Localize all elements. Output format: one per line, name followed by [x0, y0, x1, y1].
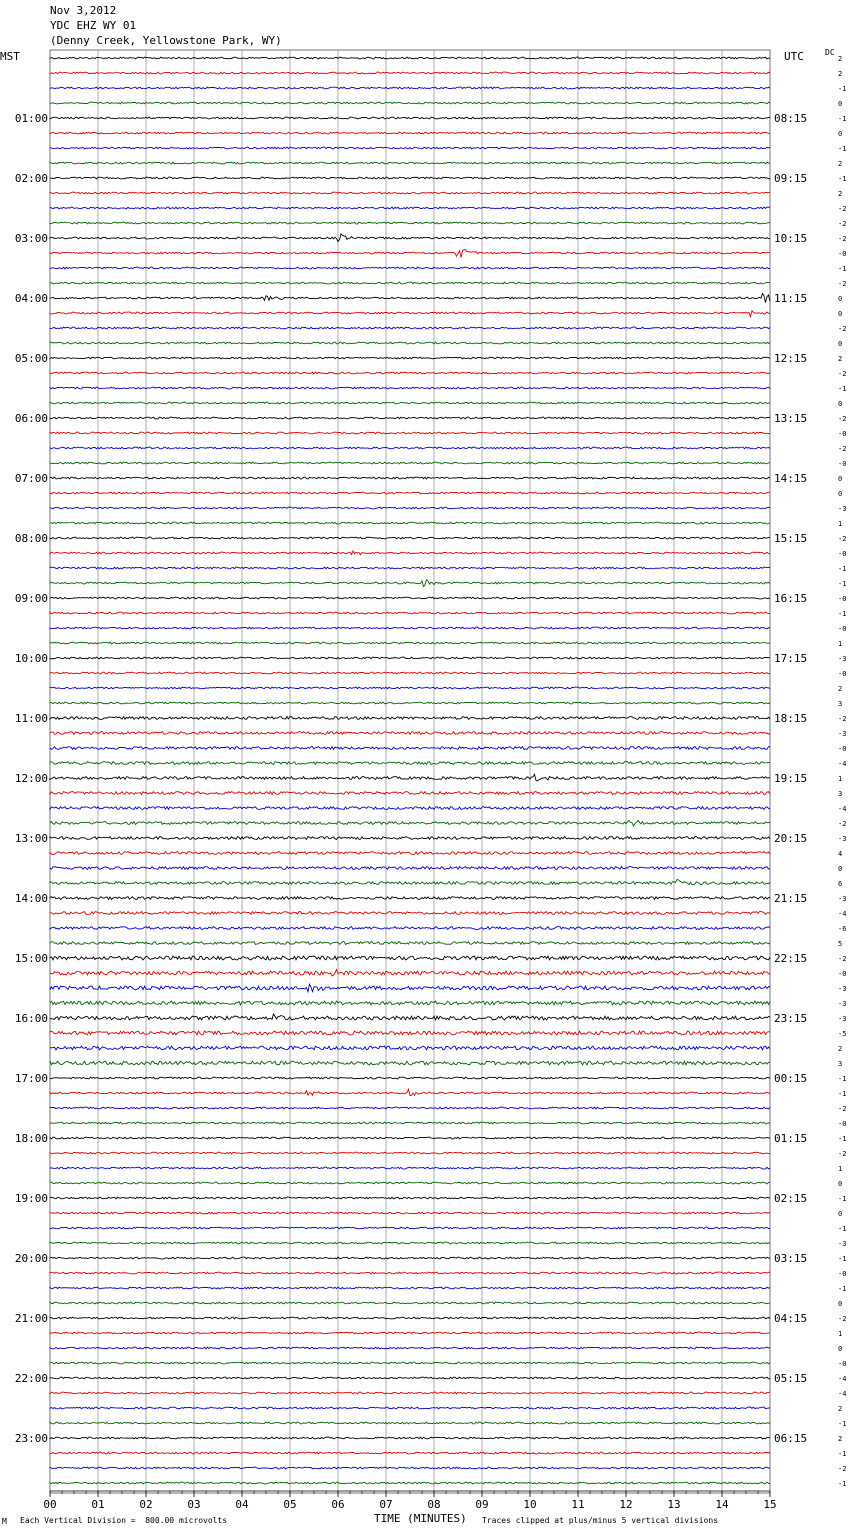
dc-offset-label: 2 [838, 190, 843, 198]
seismic-trace [50, 250, 770, 258]
seismic-trace [50, 372, 770, 374]
dc-offset-label: -2 [838, 1150, 847, 1158]
seismic-trace [50, 1467, 770, 1469]
seismic-trace [50, 387, 770, 389]
dc-offset-label: -0 [838, 745, 847, 753]
dc-offset-label: -0 [838, 670, 847, 678]
utc-hour-label: 22:15 [774, 952, 808, 965]
dc-offset-label: 0 [838, 1345, 843, 1353]
utc-hour-label: 18:15 [774, 712, 808, 725]
utc-hour-label: 14:15 [774, 472, 808, 485]
x-tick-label: 11 [571, 1498, 585, 1511]
dc-offset-label: 0 [838, 400, 843, 408]
dc-offset-label: -4 [838, 910, 847, 918]
seismic-trace [50, 522, 770, 524]
dc-offset-label: 1 [838, 520, 843, 528]
utc-hour-label: 20:15 [774, 832, 808, 845]
seismic-trace [50, 807, 770, 810]
dc-offset-label: -1 [838, 265, 847, 273]
dc-offset-label: -3 [838, 1000, 847, 1008]
x-tick-label: 01 [91, 1498, 105, 1511]
station-code: YDC EHZ WY 01 [50, 19, 137, 32]
dc-offset-label: -3 [838, 1015, 847, 1023]
mst-hour-label: 19:00 [14, 1192, 48, 1205]
mst-hour-label: 07:00 [14, 472, 48, 485]
seismic-trace [50, 897, 770, 900]
x-tick-label: 13 [667, 1498, 681, 1511]
dc-offset-label: 0 [838, 1180, 843, 1188]
dc-offset-label: -4 [838, 805, 847, 813]
seismic-trace [50, 1061, 770, 1065]
dc-offset-label: -1 [838, 85, 847, 93]
dc-offset-label: -2 [838, 1465, 847, 1473]
seismic-trace [50, 912, 770, 915]
seismic-trace [50, 1014, 770, 1020]
seismic-trace [50, 162, 770, 164]
dc-offset-label: -2 [838, 205, 847, 213]
seismic-trace [50, 580, 770, 587]
dc-offset-label: -0 [838, 1360, 847, 1368]
x-tick-label: 04 [235, 1498, 249, 1511]
mst-hour-label: 13:00 [14, 832, 48, 845]
seismic-trace [50, 1001, 770, 1005]
mst-hour-label: 01:00 [14, 112, 48, 125]
dc-offset-label: 3 [838, 790, 843, 798]
utc-hour-label: 11:15 [774, 292, 808, 305]
dc-offset-label: 0 [838, 865, 843, 873]
dc-offset-label: -3 [838, 730, 847, 738]
mst-hour-label: 10:00 [14, 652, 48, 665]
seismic-trace [50, 1437, 770, 1439]
dc-offset-label: 6 [838, 880, 843, 888]
utc-hour-label: 03:15 [774, 1252, 808, 1265]
mst-hour-label: 09:00 [14, 592, 48, 605]
seismic-trace [50, 956, 770, 960]
seismic-trace [50, 774, 770, 781]
dc-offset-label: 2 [838, 1045, 843, 1053]
utc-hour-label: 08:15 [774, 112, 808, 125]
dc-offset-label: -2 [838, 220, 847, 228]
seismic-trace [50, 57, 770, 59]
seismic-trace [50, 327, 770, 329]
seismic-trace [50, 702, 770, 704]
seismic-trace [50, 147, 770, 149]
plot-frame [50, 50, 770, 1493]
x-tick-label: 09 [475, 1498, 489, 1511]
dc-offset-label: -1 [838, 1450, 847, 1458]
mst-hour-label: 05:00 [14, 352, 48, 365]
dc-offset-label: 2 [838, 55, 843, 63]
dc-offset-label: -1 [838, 145, 847, 153]
utc-hour-label: 13:15 [774, 412, 808, 425]
seismic-trace [50, 177, 770, 179]
seismic-trace [50, 612, 770, 614]
utc-hour-label: 06:15 [774, 1432, 808, 1445]
dc-offset-label: 0 [838, 1300, 843, 1308]
seismic-trace [50, 1422, 770, 1424]
dc-offset-label: -1 [838, 565, 847, 573]
mst-hour-label: 15:00 [14, 952, 48, 965]
dc-offset-label: -2 [838, 820, 847, 828]
seismic-trace [50, 311, 770, 317]
x-tick-label: 00 [43, 1498, 57, 1511]
seismic-trace [50, 820, 770, 826]
x-tick-label: 15 [763, 1498, 777, 1511]
x-axis-title: TIME (MINUTES) [374, 1512, 467, 1525]
seismic-trace [50, 657, 770, 659]
dc-offset-label: -4 [838, 1375, 847, 1383]
seismic-trace [50, 1227, 770, 1229]
dc-offset-label: -0 [838, 1120, 847, 1128]
utc-hour-label: 10:15 [774, 232, 808, 245]
mst-hour-label: 22:00 [14, 1372, 48, 1385]
mst-hour-label: 03:00 [14, 232, 48, 245]
dc-offset-label: -2 [838, 535, 847, 543]
seismic-trace [50, 1452, 770, 1454]
seismic-trace [50, 1407, 770, 1409]
mst-hour-label: 16:00 [14, 1012, 48, 1025]
seismic-trace [50, 1197, 770, 1199]
utc-hour-label: 12:15 [774, 352, 808, 365]
seismic-trace [50, 1242, 770, 1244]
seismic-trace [50, 102, 770, 104]
seismic-trace [50, 417, 770, 419]
x-tick-label: 06 [331, 1498, 345, 1511]
seismic-trace [50, 747, 770, 750]
dc-offset-label: -0 [838, 970, 847, 978]
x-tick-label: 10 [523, 1498, 537, 1511]
x-tick-label: 07 [379, 1498, 393, 1511]
seismic-trace [50, 1287, 770, 1289]
dc-offset-label: 2 [838, 685, 843, 693]
utc-hour-label: 04:15 [774, 1312, 808, 1325]
dc-offset-label: -2 [838, 1315, 847, 1323]
seismic-trace [50, 72, 770, 74]
utc-hour-label: 15:15 [774, 532, 808, 545]
dc-offset-label: 0 [838, 490, 843, 498]
utc-hour-label: 23:15 [774, 1012, 808, 1025]
mst-hour-label: 02:00 [14, 172, 48, 185]
dc-offset-label: -0 [838, 550, 847, 558]
dc-offset-label: -1 [838, 1195, 847, 1203]
x-tick-label: 02 [139, 1498, 153, 1511]
x-tick-label: 14 [715, 1498, 729, 1511]
x-tick-label: 03 [187, 1498, 201, 1511]
dc-offset-label: -3 [838, 895, 847, 903]
seismic-trace [50, 942, 770, 945]
seismic-trace [50, 492, 770, 494]
seismic-trace [50, 234, 770, 242]
seismic-trace [50, 792, 770, 795]
seismic-trace [50, 1347, 770, 1349]
dc-offset-label: 0 [838, 310, 843, 318]
seismic-trace [50, 537, 770, 539]
dc-offset-label: -1 [838, 1090, 847, 1098]
dc-offset-label: 0 [838, 1210, 843, 1218]
dc-offset-label: 3 [838, 1060, 843, 1068]
seismic-trace [50, 1317, 770, 1319]
utc-hour-label: 02:15 [774, 1192, 808, 1205]
mst-hour-label: 12:00 [14, 772, 48, 785]
seismic-trace [50, 927, 770, 930]
dc-offset-label: -0 [838, 595, 847, 603]
dc-offset-label: 1 [838, 775, 843, 783]
dc-offset-label: -2 [838, 235, 847, 243]
seismic-trace [50, 1046, 770, 1050]
plot-date: Nov 3,2012 [50, 4, 117, 17]
dc-offset-label: -1 [838, 1225, 847, 1233]
dc-offset-label: 2 [838, 1435, 843, 1443]
seismic-trace [50, 1031, 770, 1035]
dc-offset-label: 2 [838, 355, 843, 363]
dc-offset-label: -0 [838, 250, 847, 258]
seismic-trace [50, 551, 770, 555]
seismic-trace [50, 1212, 770, 1214]
mst-hour-label: 21:00 [14, 1312, 48, 1325]
seismic-trace [50, 627, 770, 629]
seismic-trace [50, 294, 770, 303]
seismic-trace [50, 1077, 770, 1079]
dc-offset-label: 4 [838, 850, 843, 858]
seismic-trace [50, 1272, 770, 1274]
dc-offset-label: -3 [838, 655, 847, 663]
dc-offset-label: -2 [838, 415, 847, 423]
dc-offset-label: -1 [838, 1255, 847, 1263]
seismic-trace [50, 1392, 770, 1394]
seismic-trace [50, 282, 770, 284]
dc-offset-label: -1 [838, 1420, 847, 1428]
dc-offset-label: -1 [838, 1135, 847, 1143]
seismic-trace [50, 567, 770, 569]
right-timezone-label: UTC [784, 50, 804, 63]
dc-offset-label: -3 [838, 505, 847, 513]
seismic-trace [50, 1332, 770, 1334]
left-timezone-label: MST [0, 50, 20, 63]
dc-offset-label: -0 [838, 625, 847, 633]
dc-offset-label: -2 [838, 955, 847, 963]
scale-note: Each Vertical Division = 800.00 microvolts [20, 1516, 228, 1525]
dc-offset-label: 0 [838, 340, 843, 348]
utc-hour-label: 01:15 [774, 1132, 808, 1145]
dc-offset-label: -1 [838, 115, 847, 123]
seismic-trace [50, 597, 770, 599]
dc-offset-label: -1 [838, 175, 847, 183]
seismic-trace [50, 984, 770, 991]
seismic-trace [50, 207, 770, 209]
dc-offset-label: -0 [838, 430, 847, 438]
dc-offset-label: -0 [838, 1270, 847, 1278]
dc-offset-label: -2 [838, 370, 847, 378]
mst-hour-label: 17:00 [14, 1072, 48, 1085]
seismic-trace [50, 687, 770, 689]
seismic-trace [50, 357, 770, 359]
seismic-trace [50, 132, 770, 134]
seismic-trace [50, 447, 770, 449]
dc-offset-label: -1 [838, 1480, 847, 1488]
dc-offset-label: -4 [838, 760, 847, 768]
seismic-trace [50, 1377, 770, 1379]
seismic-trace [50, 192, 770, 194]
dc-offset-label: -4 [838, 1390, 847, 1398]
seismic-trace [50, 762, 770, 765]
utc-hour-label: 09:15 [774, 172, 808, 185]
dc-offset-label: 0 [838, 100, 843, 108]
dc-offset-label: -2 [838, 280, 847, 288]
mst-hour-label: 23:00 [14, 1432, 48, 1445]
seismic-trace [50, 851, 770, 854]
seismic-trace [50, 507, 770, 509]
seismic-trace [50, 717, 770, 720]
dc-offset-label: -3 [838, 835, 847, 843]
dc-offset-label: -5 [838, 1030, 847, 1038]
dc-offset-label: 0 [838, 295, 843, 303]
utc-hour-label: 16:15 [774, 592, 808, 605]
station-location: (Denny Creek, Yellowstone Park, WY) [50, 34, 282, 47]
utc-hour-label: 00:15 [774, 1072, 808, 1085]
seismic-trace [50, 1257, 770, 1259]
seismic-trace [50, 117, 770, 119]
seismic-trace [50, 1482, 770, 1484]
seismic-trace [50, 402, 770, 404]
dc-offset-label: -2 [838, 1105, 847, 1113]
seismic-trace [50, 342, 770, 344]
seismic-trace [50, 267, 770, 269]
dc-offset-label: -3 [838, 985, 847, 993]
dc-offset-label: 1 [838, 1165, 843, 1173]
dc-offset-label: -2 [838, 445, 847, 453]
dc-offset-label: -1 [838, 1285, 847, 1293]
x-tick-label: 08 [427, 1498, 441, 1511]
seismic-trace [50, 1107, 770, 1109]
dc-offset-label: -1 [838, 610, 847, 618]
dc-offset-header: DC [825, 48, 835, 57]
seismic-trace [50, 1167, 770, 1169]
seismic-trace [50, 837, 770, 840]
dc-offset-label: -1 [838, 580, 847, 588]
footer-mark: M [2, 1517, 7, 1526]
seismic-trace [50, 879, 770, 884]
mst-hour-label: 20:00 [14, 1252, 48, 1265]
x-tick-label: 12 [619, 1498, 633, 1511]
dc-offset-label: -0 [838, 460, 847, 468]
seismic-trace [50, 672, 770, 674]
seismic-trace [50, 477, 770, 479]
seismic-trace [50, 1362, 770, 1364]
dc-offset-label: -3 [838, 1240, 847, 1248]
seismic-trace [50, 1089, 770, 1096]
dc-offset-label: -1 [838, 385, 847, 393]
mst-hour-label: 06:00 [14, 412, 48, 425]
seismic-trace [50, 1182, 770, 1184]
dc-offset-label: -6 [838, 925, 847, 933]
dc-offset-label: -2 [838, 715, 847, 723]
dc-offset-label: 2 [838, 70, 843, 78]
dc-offset-label: 0 [838, 130, 843, 138]
mst-hour-label: 18:00 [14, 1132, 48, 1145]
seismic-trace [50, 1122, 770, 1124]
clip-note: Traces clipped at plus/minus 5 vertical divisions [482, 1516, 719, 1525]
dc-offset-label: -1 [838, 1075, 847, 1083]
utc-hour-label: 19:15 [774, 772, 808, 785]
seismic-trace [50, 1152, 770, 1154]
seismic-trace [50, 432, 770, 434]
seismic-trace [50, 462, 770, 464]
seismic-trace [50, 642, 770, 644]
dc-offset-label: 1 [838, 1330, 843, 1338]
mst-hour-label: 14:00 [14, 892, 48, 905]
seismic-trace [50, 867, 770, 870]
mst-hour-label: 11:00 [14, 712, 48, 725]
seismic-trace [50, 732, 770, 735]
dc-offset-label: 2 [838, 160, 843, 168]
seismic-trace [50, 1137, 770, 1139]
utc-hour-label: 05:15 [774, 1372, 808, 1385]
mst-hour-label: 08:00 [14, 532, 48, 545]
dc-offset-label: -2 [838, 325, 847, 333]
seismic-trace [50, 222, 770, 224]
mst-hour-label: 04:00 [14, 292, 48, 305]
dc-offset-label: 2 [838, 1405, 843, 1413]
utc-hour-label: 21:15 [774, 892, 808, 905]
x-tick-label: 05 [283, 1498, 297, 1511]
seismic-trace [50, 1302, 770, 1304]
dc-offset-label: 1 [838, 640, 843, 648]
seismic-trace [50, 87, 770, 89]
utc-hour-label: 17:15 [774, 652, 808, 665]
seismic-trace [50, 970, 770, 976]
dc-offset-label: 5 [838, 940, 843, 948]
dc-offset-label: 0 [838, 475, 843, 483]
dc-offset-label: 3 [838, 700, 843, 708]
